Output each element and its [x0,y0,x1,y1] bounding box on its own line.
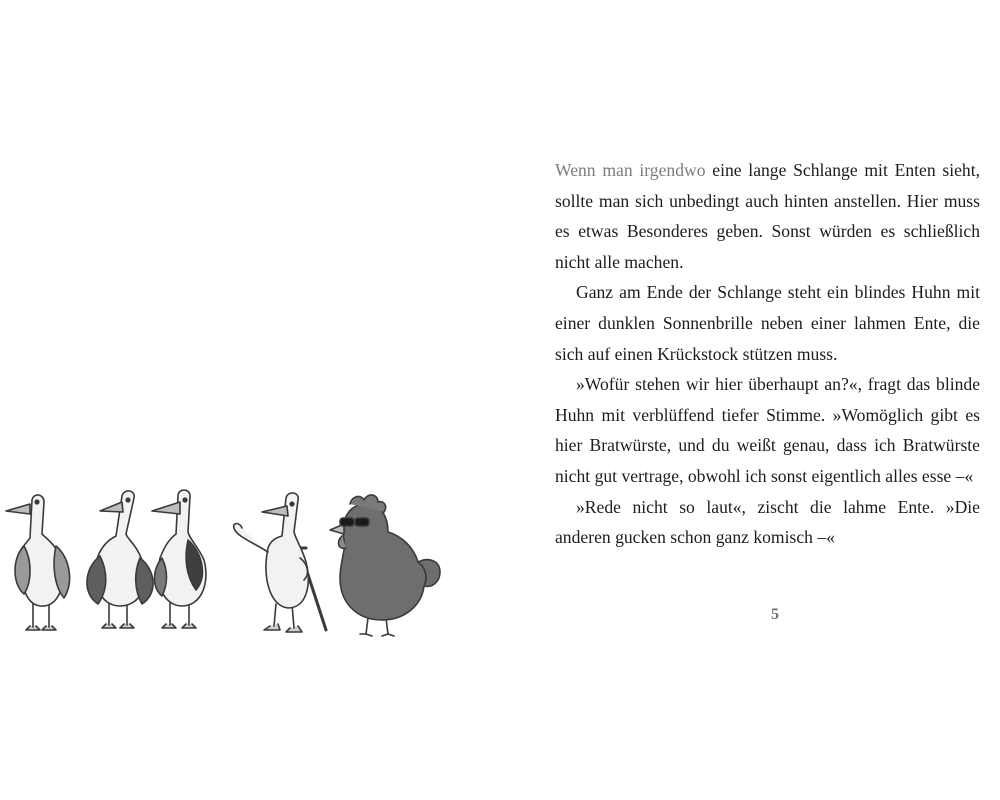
page-text [555,155,980,553]
duck-2 [87,491,153,628]
page-number: 5 [771,606,779,623]
paragraph-1-text: eine lange Schlange mit Enten sieht, sollte man sich unbedingt auch hinten anstellen. Hier muss es etwas Besonderes geben. Sonst würden es schließlich nicht alle machen. [555,160,980,272]
lead-words: Wenn man irgendwo [555,160,706,180]
paragraph-3: »Wofür stehen wir hier überhaupt an?«, fragt das blinde Huhn mit verblüffend tiefer Stimme. »Womöglich gibt es hier Bratwürste, und du weißt genau, dass ich Bratwürste nicht gut vertrage, obwohl ich sonst eigentlich alles esse –« [555,374,980,486]
duck-1 [6,495,70,630]
duck-3 [152,490,206,628]
paragraph-1 [555,155,980,277]
blind-hen [330,495,440,636]
duck-queue-illustration [0,478,450,648]
paragraph-4: »Rede nicht so laut«, zischt die lahme Ente. »Die anderen gucken schon ganz komisch –« [555,496,980,548]
duck-4-with-crutch [234,493,326,632]
paragraph-2: Ganz am Ende der Schlange steht ein blindes Huhn mit einer dunklen Sonnenbrille neben einer lahmen Ente, die sich auf einen Krückstock stützen muss. [555,282,980,364]
